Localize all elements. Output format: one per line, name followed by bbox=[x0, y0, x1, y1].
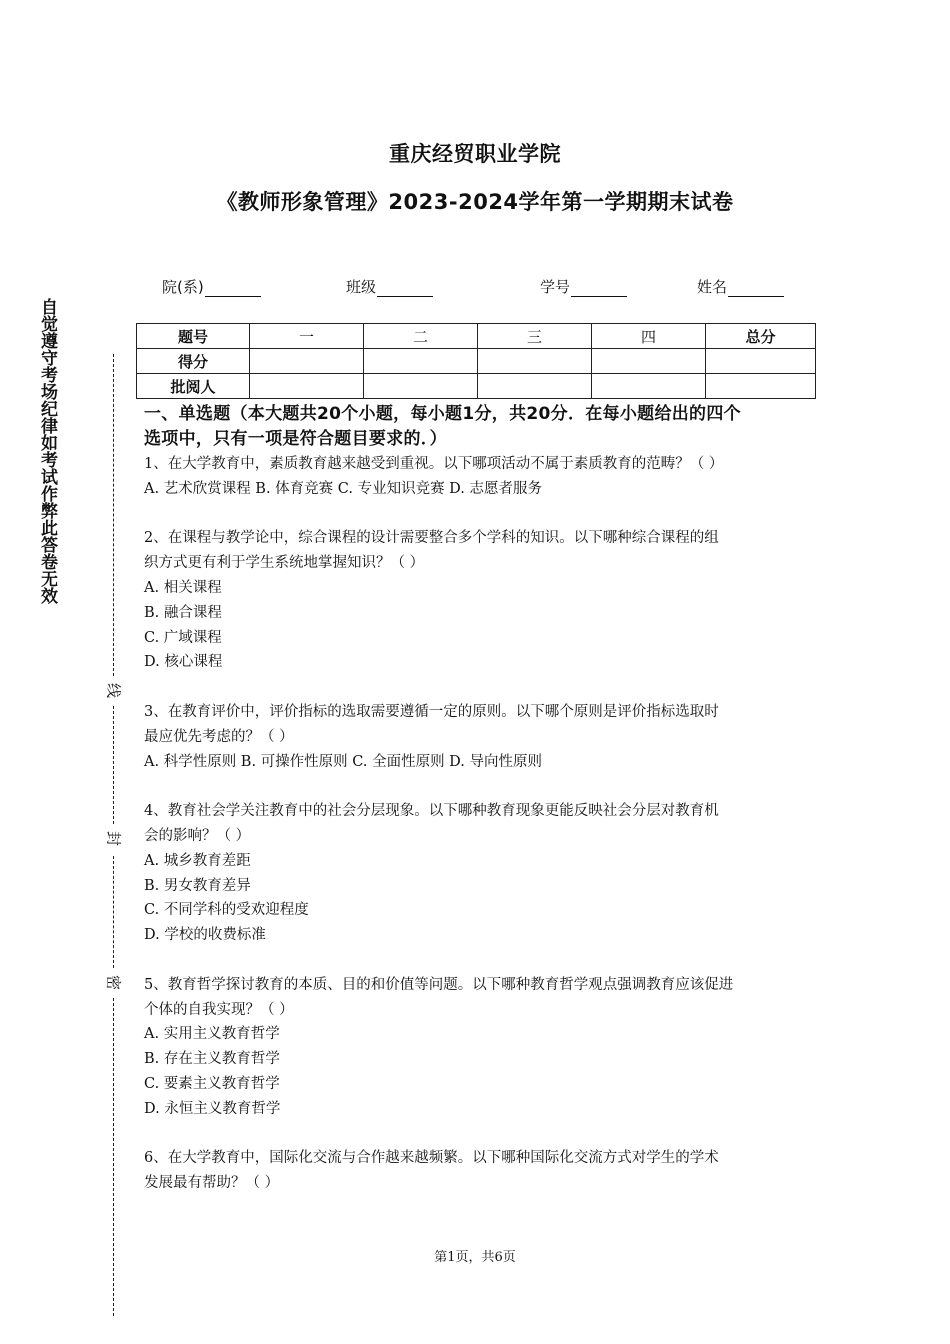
question-options: A. 科学性原则 B. 可操作性原则 C. 全面性原则 D. 导向性原则 bbox=[144, 753, 543, 770]
score-cell[interactable] bbox=[364, 374, 478, 399]
name-label: 姓名 bbox=[697, 278, 728, 296]
exam-rules-warning: 自觉遵守考场纪律如考试作弊此答卷无效 bbox=[37, 298, 57, 604]
score-cell[interactable] bbox=[706, 374, 816, 399]
school-title: 重庆经贸职业学院 bbox=[389, 142, 561, 166]
option-a: A. 相关课程 bbox=[144, 579, 222, 596]
score-col-header: 题号 bbox=[137, 324, 250, 349]
score-col-header: 总分 bbox=[706, 324, 816, 349]
score-table bbox=[136, 323, 816, 399]
option-c: C. 不同学科的受欢迎程度 bbox=[144, 902, 309, 919]
binding-line bbox=[113, 706, 114, 824]
question-stem: 6、在大学教育中，国际化交流与合作越来越频繁。以下哪种国际化交流方式对学生的学术 bbox=[144, 1150, 719, 1167]
score-table-row bbox=[137, 349, 816, 374]
score-cell[interactable] bbox=[478, 374, 592, 399]
question-stem: 3、在教育评价中，评价指标的选取需要遵循一定的原则。以下哪个原则是评价指标选取时 bbox=[144, 703, 719, 720]
option-d: D. 永恒主义教育哲学 bbox=[144, 1100, 281, 1117]
binding-line bbox=[113, 354, 114, 676]
binding-line bbox=[113, 998, 114, 1316]
score-row-header: 得分 bbox=[137, 349, 250, 374]
question-stem: 织方式更有利于学生系统地掌握知识？（ ） bbox=[144, 555, 425, 572]
binding-label-seal: 封 bbox=[104, 829, 125, 849]
option-b: B. 男女教育差异 bbox=[144, 877, 251, 894]
score-cell[interactable] bbox=[706, 349, 816, 374]
class-field bbox=[346, 276, 433, 297]
question-stem: 2、在课程与教学论中，综合课程的设计需要整合多个学科的知识。以下哪种综合课程的组 bbox=[144, 530, 719, 547]
student-id-label: 学号 bbox=[540, 278, 571, 296]
score-cell[interactable] bbox=[364, 349, 478, 374]
question-6 bbox=[144, 1146, 812, 1196]
exam-title: 《教师形象管理》2023-2024学年第一学期期末试卷 bbox=[216, 190, 734, 214]
section-heading: 选项中，只有一项是符合题目要求的．） bbox=[144, 429, 447, 449]
option-c: C. 要素主义教育哲学 bbox=[144, 1075, 280, 1092]
question-options: A. 艺术欣赏课程 B. 体育竞赛 C. 专业知识竞赛 D. 志愿者服务 bbox=[144, 480, 543, 497]
score-cell[interactable] bbox=[592, 349, 706, 374]
question-stem: 4、教育社会学关注教育中的社会分层现象。以下哪种教育现象更能反映社会分层对教育机 bbox=[144, 803, 719, 820]
score-table-header-row bbox=[137, 324, 816, 349]
question-stem: 个体的自我实现？（ ） bbox=[144, 1001, 294, 1018]
dept-label: 院(系) bbox=[162, 278, 204, 296]
question-5 bbox=[144, 973, 812, 1122]
score-cell[interactable] bbox=[592, 374, 706, 399]
question-stem: 发展最有帮助？（ ） bbox=[144, 1175, 280, 1192]
score-row-header: 批阅人 bbox=[137, 374, 250, 399]
binding-label-secret: 密 bbox=[104, 973, 125, 993]
class-blank[interactable] bbox=[377, 280, 433, 297]
question-stem: 5、教育哲学探讨教育的本质、目的和价值等问题。以下哪种教育哲学观点强调教育应该促进 bbox=[144, 976, 734, 993]
question-stem: 最应优先考虑的？（ ） bbox=[144, 728, 294, 745]
student-info-row bbox=[0, 276, 950, 300]
score-col-header: 四 bbox=[592, 324, 706, 349]
class-label: 班级 bbox=[346, 278, 377, 296]
question-2 bbox=[144, 526, 812, 675]
dept-field bbox=[162, 276, 261, 297]
question-stem: 会的影响？（ ） bbox=[144, 827, 251, 844]
option-b: B. 融合课程 bbox=[144, 604, 222, 621]
name-blank[interactable] bbox=[728, 280, 784, 297]
score-cell[interactable] bbox=[250, 374, 364, 399]
student-id-field bbox=[540, 276, 627, 297]
option-d: D. 学校的收费标准 bbox=[144, 927, 266, 944]
option-c: C. 广域课程 bbox=[144, 629, 222, 646]
question-1 bbox=[144, 452, 812, 502]
name-field bbox=[697, 276, 784, 297]
question-4 bbox=[144, 799, 812, 948]
binding-line bbox=[113, 856, 114, 968]
dept-blank[interactable] bbox=[205, 280, 261, 297]
section-heading: 一、单选题（本大题共20个小题，每小题1分，共20分．在每小题给出的四个 bbox=[144, 404, 741, 424]
option-d: D. 核心课程 bbox=[144, 654, 223, 671]
option-a: A. 实用主义教育哲学 bbox=[144, 1026, 280, 1043]
score-col-header: 二 bbox=[364, 324, 478, 349]
question-stem: 1、在大学教育中，素质教育越来越受到重视。以下哪项活动不属于素质教育的范畴？（ ） bbox=[144, 456, 724, 472]
score-table-row bbox=[137, 374, 816, 399]
score-col-header: 一 bbox=[250, 324, 364, 349]
question-content bbox=[144, 402, 812, 1196]
binding-label-line: 线 bbox=[104, 681, 125, 701]
option-b: B. 存在主义教育哲学 bbox=[144, 1051, 280, 1068]
option-a: A. 城乡教育差距 bbox=[144, 852, 251, 869]
score-col-header: 三 bbox=[478, 324, 592, 349]
page-footer: 第1页，共6页 bbox=[434, 1250, 516, 1265]
student-id-blank[interactable] bbox=[571, 280, 627, 297]
question-3 bbox=[144, 700, 812, 774]
score-cell[interactable] bbox=[250, 349, 364, 374]
score-cell[interactable] bbox=[478, 349, 592, 374]
